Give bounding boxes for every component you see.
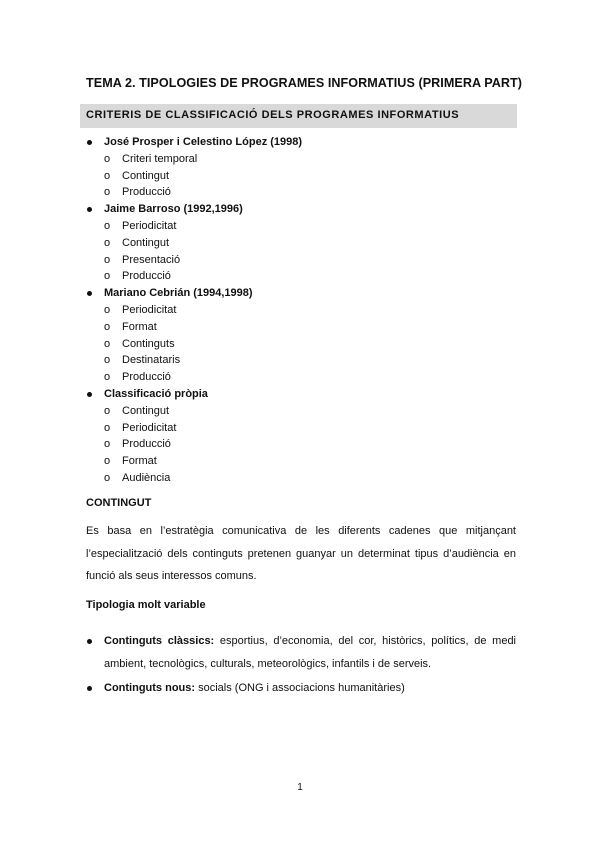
outline-subitem-label: Contingut xyxy=(122,236,170,249)
circle-bullet-icon: o xyxy=(104,471,111,484)
outline-subitem xyxy=(86,184,302,201)
outline-subitem xyxy=(86,470,302,487)
bullet-icon xyxy=(87,639,92,644)
content-heading: CONTINGUT xyxy=(86,497,152,509)
outline-subitem xyxy=(86,319,302,336)
outline-subitem xyxy=(86,151,302,168)
outline-group xyxy=(86,201,302,285)
circle-bullet-icon: o xyxy=(104,438,111,451)
typology-item-label: Continguts nous: xyxy=(104,682,196,694)
typology-item xyxy=(86,677,516,700)
circle-bullet-icon: o xyxy=(104,320,111,333)
outline-author-label: Classificació pròpia xyxy=(104,387,208,400)
typology-heading: Tipologia molt variable xyxy=(86,599,206,611)
section-heading-bar xyxy=(80,104,517,128)
circle-bullet-icon: o xyxy=(104,337,111,350)
outline-group xyxy=(86,134,302,201)
circle-bullet-icon: o xyxy=(104,421,111,434)
outline-author-label: Mariano Cebrián (1994,1998) xyxy=(104,287,253,300)
circle-bullet-icon: o xyxy=(104,354,111,367)
circle-bullet-icon: o xyxy=(104,219,111,232)
outline-subitem-label: Format xyxy=(122,320,157,333)
outline-subitem xyxy=(86,302,302,319)
outline-group xyxy=(86,285,302,386)
outline-subitem xyxy=(86,218,302,235)
outline-subitem-label: Periodicitat xyxy=(122,421,177,434)
outline-author xyxy=(86,201,302,218)
outline-subitem-label: Destinataris xyxy=(122,354,181,367)
outline-subitem xyxy=(86,420,302,437)
outline-subitem-label: Producció xyxy=(122,270,171,283)
circle-bullet-icon: o xyxy=(104,303,111,316)
outline-author xyxy=(86,386,302,403)
outline-author-label: Jaime Barroso (1992,1996) xyxy=(104,203,243,216)
section-heading: CRITERIS DE CLASSIFICACIÓ DELS PROGRAMES INFORMATIUS xyxy=(86,109,460,121)
outline-subitem-label: Format xyxy=(122,455,157,468)
outline-subitem xyxy=(86,453,302,470)
typology-item-label: Continguts clàssics: xyxy=(104,635,215,647)
circle-bullet-icon: o xyxy=(104,186,111,199)
outline-subitem xyxy=(86,252,302,269)
outline-subitem-label: Periodicitat xyxy=(122,219,177,232)
bullet-icon xyxy=(87,686,92,691)
outline-author-label: José Prosper i Celestino López (1998) xyxy=(104,136,303,148)
criteria-outline xyxy=(86,134,302,487)
page-number: 1 xyxy=(297,782,303,793)
outline-subitem-label: Criteri temporal xyxy=(122,152,198,165)
document-title: TEMA 2. TIPOLOGIES DE PROGRAMES INFORMATIUS (PRIMERA PART) xyxy=(86,76,522,90)
outline-subitem xyxy=(86,352,302,369)
bullet-icon xyxy=(87,140,92,145)
outline-subitem-label: Continguts xyxy=(122,337,175,350)
outline-subitem xyxy=(86,168,302,185)
typology-item-text: esportius, d’economia, del cor, històrics, polítics, de medi ambient, tecnològics, culturals, meteorològics, infantils i de serveis. xyxy=(104,635,517,670)
outline-subitem xyxy=(86,403,302,420)
outline-subitem xyxy=(86,336,302,353)
outline-group xyxy=(86,386,302,487)
circle-bullet-icon: o xyxy=(104,404,111,417)
outline-subitem-label: Periodicitat xyxy=(122,303,177,316)
outline-subitem-label: Audiència xyxy=(122,471,171,484)
outline-author xyxy=(86,285,302,302)
circle-bullet-icon: o xyxy=(104,455,111,468)
circle-bullet-icon: o xyxy=(104,169,111,182)
circle-bullet-icon: o xyxy=(104,371,111,384)
outline-subitem xyxy=(86,268,302,285)
typology-list xyxy=(86,630,516,700)
outline-subitem xyxy=(86,436,302,453)
circle-bullet-icon: o xyxy=(104,270,111,283)
typology-item-text: socials (ONG i associacions humanitàries) xyxy=(195,682,405,694)
outline-subitem-label: Contingut xyxy=(122,404,170,417)
circle-bullet-icon: o xyxy=(104,152,111,165)
content-paragraph: Es basa en l’estratègia comunicativa de les diferents cadenes que mitjançant l’especialització dels continguts pretenen guanyar un determinat tipus d’audiència en funció als seus interessos comuns. xyxy=(86,525,516,582)
bullet-icon xyxy=(87,392,92,397)
bullet-icon xyxy=(87,291,92,296)
circle-bullet-icon: o xyxy=(104,236,111,249)
outline-subitem xyxy=(86,235,302,252)
outline-subitem-label: Producció xyxy=(122,371,171,384)
circle-bullet-icon: o xyxy=(104,253,111,266)
bullet-icon xyxy=(87,207,92,212)
outline-author xyxy=(86,134,302,151)
outline-subitem-label: Presentació xyxy=(122,253,181,266)
outline-subitem-label: Producció xyxy=(122,186,171,199)
typology-item xyxy=(86,630,516,675)
outline-subitem xyxy=(86,369,302,386)
outline-subitem-label: Contingut xyxy=(122,169,170,182)
outline-subitem-label: Producció xyxy=(122,438,171,451)
